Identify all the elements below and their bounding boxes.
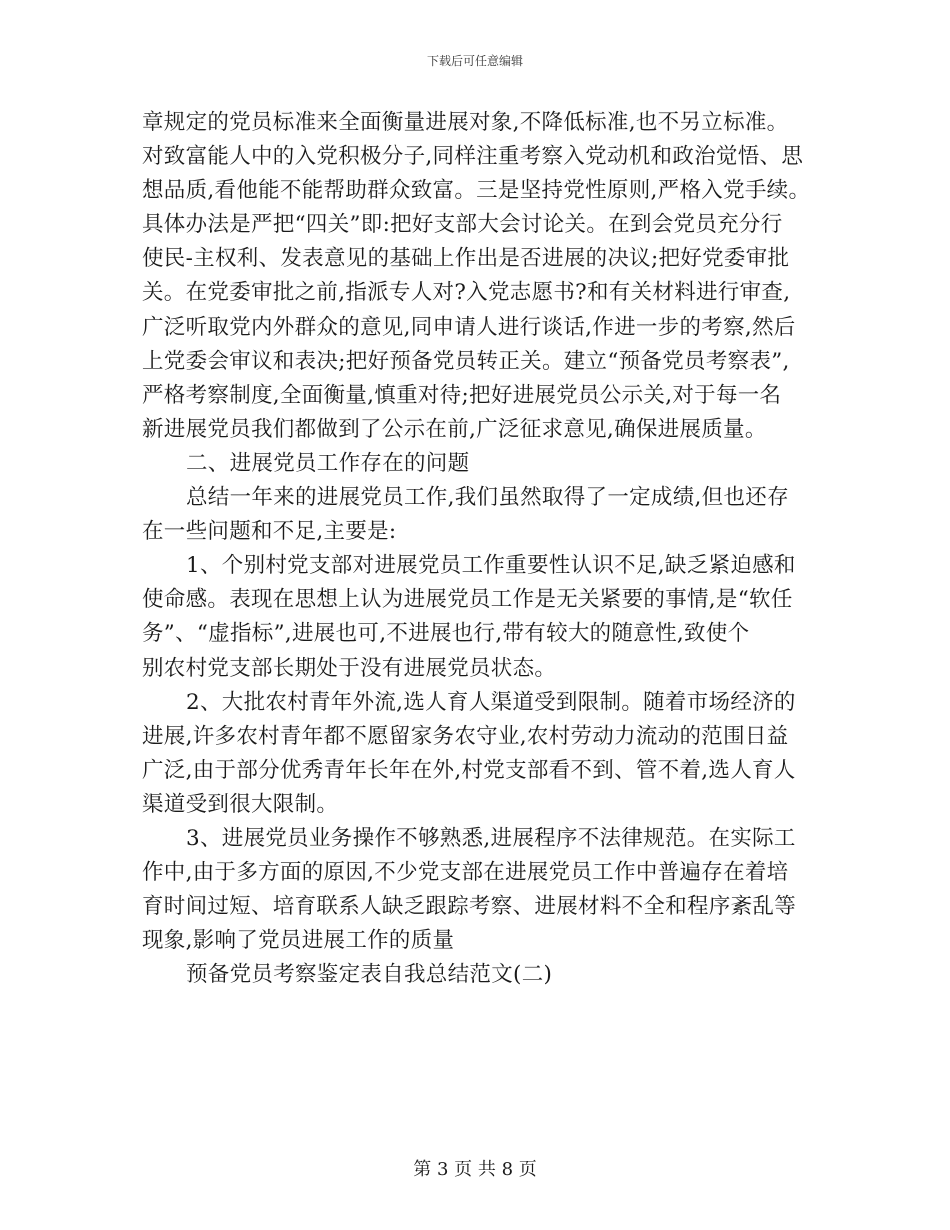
body-line: 渠道受到很大限制。 — [142, 791, 339, 817]
body-line: 在一些问题和不足,主要是: — [142, 519, 397, 545]
document-body — [142, 106, 822, 992]
body-line: 关。在党委审批之前,指派专人对?入党志愿书?和有关材料进行审查, — [142, 280, 791, 306]
body-line: 育时间过短、培育联系人缺乏跟踪考察、进展材料不全和程序紊乱等 — [142, 894, 797, 920]
body-line: 务”、“虚指标”,进展也可,不进展也行,带有较大的随意性,致使个 — [142, 621, 750, 647]
body-line: 章规定的党员标准来全面衡量进展对象,不降低标准,也不另立标准。 — [142, 110, 789, 135]
body-line: 进展,许多农村青年都不愿留家务农守业,农村劳动力流动的范围日益 — [142, 723, 789, 749]
body-line: 作中,由于多方面的原因,不少党支部在进展党员工作中普遍存在着培 — [142, 860, 789, 886]
body-line: 使命感。表现在思想上认为进展党员工作是无关紧要的事情,是“软任 — [142, 587, 793, 613]
body-line: 对致富能人中的入党积极分子,同样注重考察入党动机和政治觉悟、思 — [142, 144, 804, 170]
body-line: 想品质,看他能不能帮助群众致富。三是坚持党性原则,严格入党手续。 — [142, 178, 811, 204]
page-number: 第 3 页 共 8 页 — [413, 1159, 537, 1180]
document-title-line: 预备党员考察鉴定表自我总结范文(二) — [186, 962, 553, 988]
paragraph-first-line: 3、进展党员业务操作不够熟悉,进展程序不法律规范。在实际工 — [186, 825, 796, 851]
body-line: 广泛听取党内外群众的意见,同申请人进行谈话,作进一步的考察,然后 — [142, 314, 796, 340]
paragraph-first-line: 2、大批农村青年外流,选人育人渠道受到限制。随着市场经济的 — [186, 689, 796, 715]
body-line: 使民-主权利、发表意见的基础上作出是否进展的决议;把好党委审批 — [142, 246, 790, 272]
body-line: 新进展党员我们都做到了公示在前,广泛征求意见,确保进展质量。 — [142, 416, 767, 442]
paragraph-first-line: 总结一年来的进展党员工作,我们虽然取得了一定成绩,但也还存 — [186, 485, 789, 511]
body-line: 上党委会审议和表决;把好预备党员转正关。建立“预备党员考察表”, — [142, 348, 790, 374]
body-line: 严格考察制度,全面衡量,慎重对待;把好进展党员公示关,对于每一名 — [142, 382, 782, 408]
body-line: 别农村党支部长期处于没有进展党员状态。 — [142, 655, 557, 681]
body-line: 具体办法是严把“四关”即:把好支部大会讨论关。在到会党员充分行 — [142, 212, 783, 238]
body-line: 现象,影响了党员进展工作的质量 — [142, 928, 455, 954]
paragraph-first-line: 1、个别村党支部对进展党员工作重要性认识不足,缺乏紧迫感和 — [186, 553, 796, 579]
body-line: 广泛,由于部分优秀青年长年在外,村党支部看不到、管不着,选人育人 — [142, 757, 796, 783]
page-header-note: 下载后可任意编辑 — [426, 54, 523, 68]
section-heading: 二、进展党员工作存在的问题 — [186, 450, 470, 476]
